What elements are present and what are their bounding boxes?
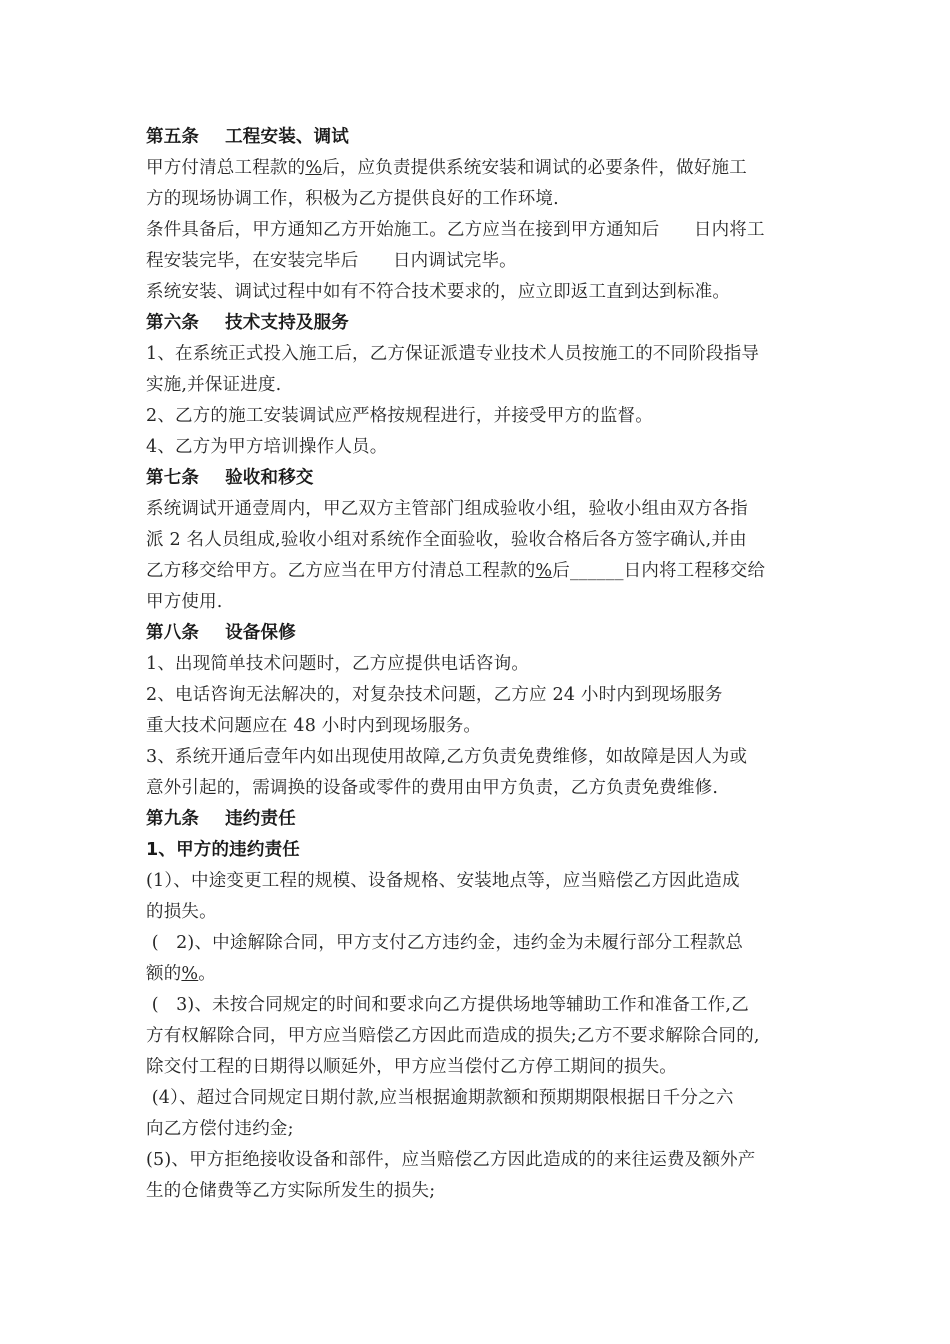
- paragraph-line: [146, 153, 826, 184]
- paragraph-line: [146, 959, 826, 990]
- paragraph-line: 除交付工程的日期得以顺延外，甲方应当偿付乙方停工期间的损失。: [146, 1057, 677, 1077]
- section-number: 第六条: [146, 313, 200, 333]
- paragraph-line: 方有权解除合同，甲方应当赔偿乙方因此而造成的损失;乙方不要求解除合同的,: [146, 1026, 760, 1046]
- paragraph-line: 意外引起的，需调换的设备或零件的费用由甲方负责，乙方负责免费维修.: [146, 778, 719, 798]
- paragraph-line: 向乙方偿付违约金;: [146, 1119, 294, 1139]
- paragraph-line: 1、出现简单技术问题时，乙方应提供电话咨询。: [146, 654, 530, 674]
- section-number: 第八条: [146, 623, 200, 643]
- section-7-heading: [146, 463, 826, 494]
- paragraph-line: 1、在系统正式投入施工后，乙方保证派遣专业技术人员按施工的不同阶段指导: [146, 344, 760, 364]
- text-segment: 甲方付清总工程款的: [146, 158, 306, 178]
- section-title: 技术支持及服务: [225, 313, 350, 333]
- section-9-heading: [146, 804, 826, 835]
- text-segment: 额的: [146, 964, 182, 984]
- paragraph-line: (4）、超过合同规定日期付款,应当根据逾期款额和预期期限根据日千分之六: [146, 1088, 734, 1108]
- paragraph-line: (1）、中途变更工程的规模、设备规格、安装地点等，应当赔偿乙方因此造成: [146, 871, 740, 891]
- section-title: 工程安装、调试: [225, 127, 350, 147]
- percent-blank: %: [181, 964, 199, 984]
- paragraph-line: ( 2)、中途解除合同，甲方支付乙方违约金，违约金为未履行部分工程款总: [146, 933, 744, 953]
- paragraph-line: 2、乙方的施工安装调试应严格按规程进行，并接受甲方的监督。: [146, 406, 653, 426]
- paragraph-line: 甲方使用.: [146, 592, 223, 612]
- text-segment: 后: [552, 561, 570, 581]
- contract-page: [146, 122, 826, 1207]
- subsection-heading: 1、甲方的违约责任: [146, 840, 300, 860]
- paragraph-line: 派 2 名人员组成,验收小组对系统作全面验收，验收合格后各方签字确认,并由: [146, 530, 747, 550]
- text-segment: 乙方移交给甲方。乙方应当在甲方付清总工程款的: [146, 561, 536, 581]
- paragraph-line: 2、电话咨询无法解决的，对复杂技术问题，乙方应 24 小时内到现场服务: [146, 685, 723, 705]
- section-title: 设备保修: [225, 623, 296, 643]
- section-title: 违约责任: [225, 809, 296, 829]
- paragraph-line: [146, 556, 826, 587]
- section-title: 验收和移交: [225, 468, 314, 488]
- section-number: 第五条: [146, 127, 200, 147]
- paragraph-line: 的损失。: [146, 902, 217, 922]
- paragraph-line: 4、乙方为甲方培训操作人员。: [146, 437, 388, 457]
- days-blank: ______: [569, 561, 624, 581]
- paragraph-line: 生的仓储费等乙方实际所发生的损失;: [146, 1181, 436, 1201]
- section-5-heading: [146, 122, 826, 153]
- section-8-heading: [146, 618, 826, 649]
- paragraph-line: 系统安装、调试过程中如有不符合技术要求的，应立即返工直到达到标准。: [146, 282, 731, 302]
- paragraph-line: 实施,并保证进度.: [146, 375, 282, 395]
- section-6-heading: [146, 308, 826, 339]
- paragraph-line: ( 3)、未按合同规定的时间和要求向乙方提供场地等辅助工作和准备工作,乙: [146, 995, 749, 1015]
- paragraph-line: 条件具备后，甲方通知乙方开始施工。乙方应当在接到甲方通知后 日内将工: [146, 220, 765, 240]
- text-segment: 。: [198, 964, 216, 984]
- section-number: 第七条: [146, 468, 200, 488]
- percent-blank: %: [305, 158, 323, 178]
- section-number: 第九条: [146, 809, 200, 829]
- paragraph-line: 重大技术问题应在 48 小时内到现场服务。: [146, 716, 482, 736]
- paragraph-line: 方的现场协调工作，积极为乙方提供良好的工作环境.: [146, 189, 559, 209]
- percent-blank: %: [535, 561, 553, 581]
- paragraph-line: (5)、甲方拒绝接收设备和部件，应当赔偿乙方因此造成的的来往运费及额外产: [146, 1150, 756, 1170]
- text-segment: 日内将工程移交给: [623, 561, 766, 581]
- text-segment: 后，应负责提供系统安装和调试的必要条件，做好施工: [322, 158, 747, 178]
- paragraph-line: 3、系统开通后壹年内如出现使用故障,乙方负责免费维修，如故障是因人为或: [146, 747, 748, 767]
- paragraph-line: 系统调试开通壹周内，甲乙双方主管部门组成验收小组，验收小组由双方各指: [146, 499, 748, 519]
- paragraph-line: 程安装完毕，在安装完毕后 日内调试完毕。: [146, 251, 517, 271]
